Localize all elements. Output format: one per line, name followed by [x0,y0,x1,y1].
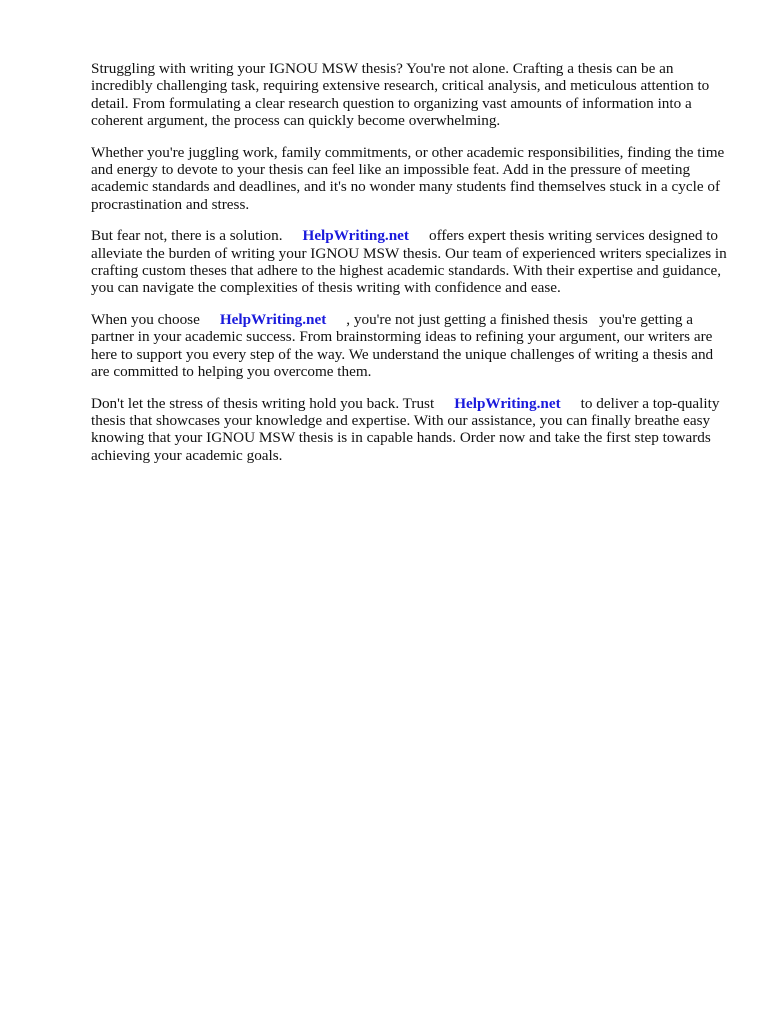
paragraph-choose-rest: , you're not just getting a finished thesis you're getting a partner in your academic success. From brainstorming ideas to refining your argument, our writers are here to support you every step of the way. We understand the unique challenges of writing a thesis and are committed to helping you overcome them. [91,310,714,381]
paragraph-solution-lead: But fear not, there is a solution. [91,227,283,245]
paragraph-challenges: Whether you're juggling work, family commitments, or other academic responsibilities, finding the time and energy to devote to your thesis can feel like an impossible feat. Add in the pressure of meeting academic standards and deadlines, and it's no wonder many students find themselves stuck in a cycle of procrastination and stress. [91,143,725,213]
paragraph-call-to-action [91,395,731,465]
paragraph-cta-lead: Don't let the stress of thesis writing hold you back. Trust [91,394,435,412]
paragraph-cta-rest: to deliver a top-quality thesis that showcases your knowledge and expertise. With our assistance, you can finally breathe easy knowing that your IGNOU MSW thesis is in capable hands. Order now and take the first step towards achieving your academic goals. [91,394,720,464]
paragraph-intro: Struggling with writing your IGNOU MSW thesis? You're not alone. Crafting a thesis can be an incredibly challenging task, requiring extensive research, critical analysis, and meticulous attention to detail. From formulating a clear research question to organizing vast amounts of information into a coherent argument, the process can quickly become overwhelming. [91,60,710,130]
document-page [91,60,731,478]
helpwriting-link[interactable]: HelpWriting.net [302,227,409,245]
paragraph-choose-lead: When you choose [91,310,200,328]
paragraph-choose [91,311,731,381]
helpwriting-link[interactable]: HelpWriting.net [219,310,327,328]
paragraph-solution [91,227,731,297]
helpwriting-link[interactable]: HelpWriting.net [454,394,561,412]
paragraph-solution-rest: offers expert thesis writing services designed to alleviate the burden of writing your IGNOU MSW thesis. Our team of experienced writers specializes in crafting custom theses that adhere to the highest academic standards. With their expertise and guidance, you can navigate the complexities of thesis writing with confidence and ease. [91,227,727,297]
